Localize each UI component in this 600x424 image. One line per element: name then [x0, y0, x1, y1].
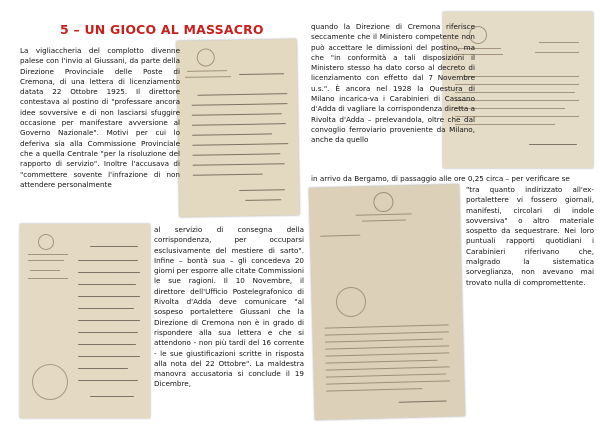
body-column-4: "tra quanto indirizzato all'ex-portalettere vi fossero giornali, manifesti, circolari di indole sovversiva" o altro materiale sospetto da sequestrare. Nei loro puntuali rapporti quotidiani i Carabinieri riferivano che, malgrado la sistematica sorveglianza, non avevano mai trovato nulla di compromettente.: [466, 185, 594, 287]
document-image-letter-4: [309, 184, 465, 420]
body-column-2: al servizio di consegna della corrispondenza, per occuparsi esclusivamente del mestiere di sarto". Infine – bontà sua – gli concedeva 20 giorni per esporre alle citate Commissioni le sue ragioni. Il 10 Novembre, il direttore dell'Ufficio Postelegrafonico di Rivolta d'Adda deve comunicare "al sospeso portalettere Giussani che la Direzione di Cremona non è in grado di rispondere alla sua lettera e che si attendono - non più tardi del 16 corrente - le sue giustificazioni scritte in risposta alla nota del 22 Ottobre". La maldestra manovra accusatoria si conclude il 19 Dicembre,: [154, 225, 304, 389]
document-image-letter-2: [20, 224, 150, 418]
body-column-1: La vigliaccheria del complotto divenne palese con l'invio al Giussani, da parte della Direzione Provinciale delle Poste di Cremona, di una lettera di licenziamento datata 22 Ottobre 1925. Il direttore contestava al postino di "professare ancora idee sovversive e di non lasciarsi sfuggire occasione per manifestare avversione al Governo Nazionale". Motivi per cui lo deferiva sia alla Commissione Provinciale che a quella Centrale "per la risoluzione del rapporto di servizio". Inoltre l'accusava di "commettere sovente l'infrazione di non attendere personalmente: [20, 46, 180, 189]
body-column-3: quando la Direzione di Cremona riferisce seccamente che il Ministero competente non può accettare le dimissioni del postino, ma che "in conformità a tali disposizioni il Ministero stesso ha dato corso al decreto di licenziamento con effetto dal 7 Novembre u.s.". È ancora nel 1928 la Questura di Milano incarica-va i Carabinieri di Cassano d'Adda di vagliare la corrispondenza diretta a Rivolta d'Adda – prelevandola, oltre che dal convoglio ferroviario proveniente da Milano, anche da quello: [311, 22, 475, 145]
body-column-3-continuation: in arrivo da Bergamo, di passaggio alle ore 0,25 circa – per verificare se: [311, 174, 570, 183]
section-title: 5 – UN GIOCO AL MASSACRO: [60, 22, 264, 37]
document-image-letter-1: [176, 39, 299, 217]
